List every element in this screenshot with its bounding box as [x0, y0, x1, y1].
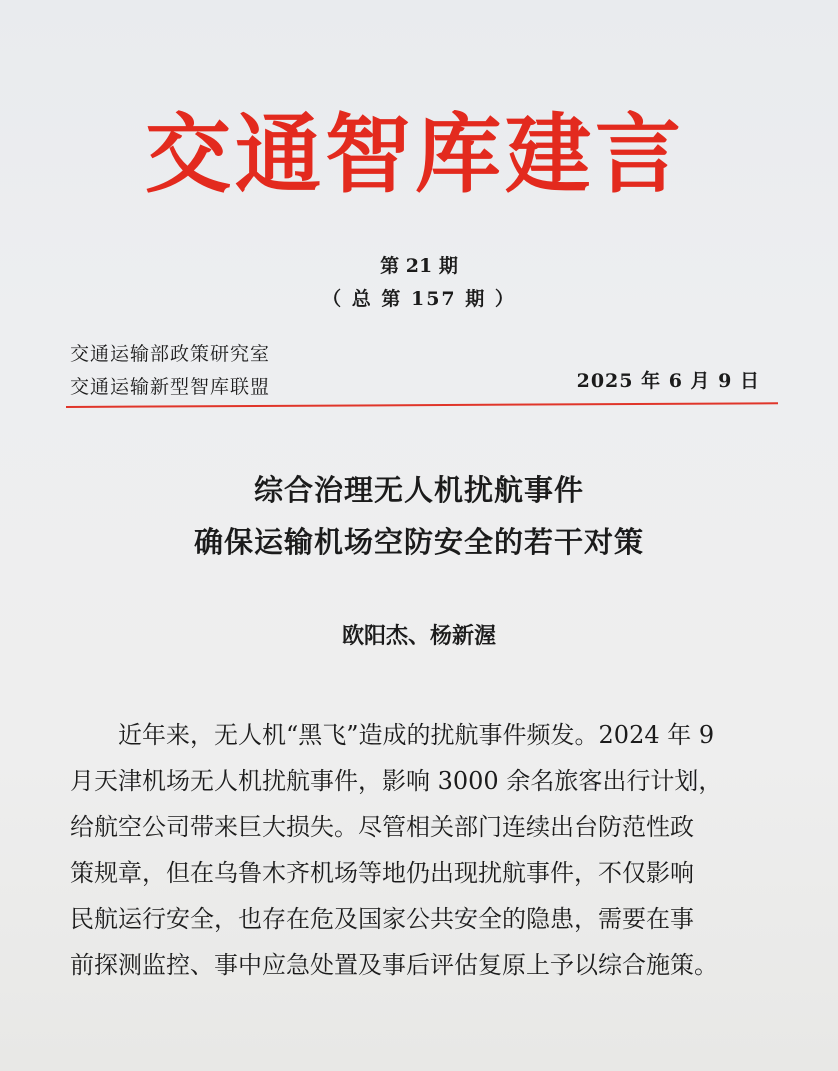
header-divider-rule: [66, 402, 778, 408]
article-title-line-2: 确保运输机场空防安全的若干对策: [193, 525, 644, 559]
body-line: 前探测监控、事中应急处置及事后评估复原上予以综合施策。: [70, 951, 718, 979]
publication-date: 2025 年 6 月 9 日: [576, 370, 760, 392]
publisher-think-tank-alliance: 交通运输新型智库联盟: [70, 376, 271, 398]
body-line: 近年来，无人机“黑飞”造成的扰航事件频发。2024 年 9: [118, 721, 715, 749]
issue-total-number: （ 总 第 157 期 ）: [322, 288, 516, 310]
publisher-policy-office: 交通运输部政策研究室: [70, 343, 271, 365]
body-line: 月天津机场无人机扰航事件，影响 3000 余名旅客出行计划，: [70, 767, 723, 795]
issue-number: 第 21 期: [380, 255, 458, 277]
body-line: 给航空公司带来巨大损失。尽管相关部门连续出台防范性政: [70, 813, 694, 841]
body-line: 民航运行安全，也存在危及国家公共安全的隐患，需要在事: [70, 905, 694, 933]
article-title-line-1: 综合治理无人机扰航事件: [253, 473, 584, 507]
article-body: [70, 712, 818, 988]
body-line: 策规章，但在乌鲁木齐机场等地仍出现扰航事件，不仅影响: [70, 859, 694, 887]
masthead-title: 交通智库建言: [145, 105, 685, 205]
article-authors: 欧阳杰、杨新渥: [341, 623, 496, 649]
